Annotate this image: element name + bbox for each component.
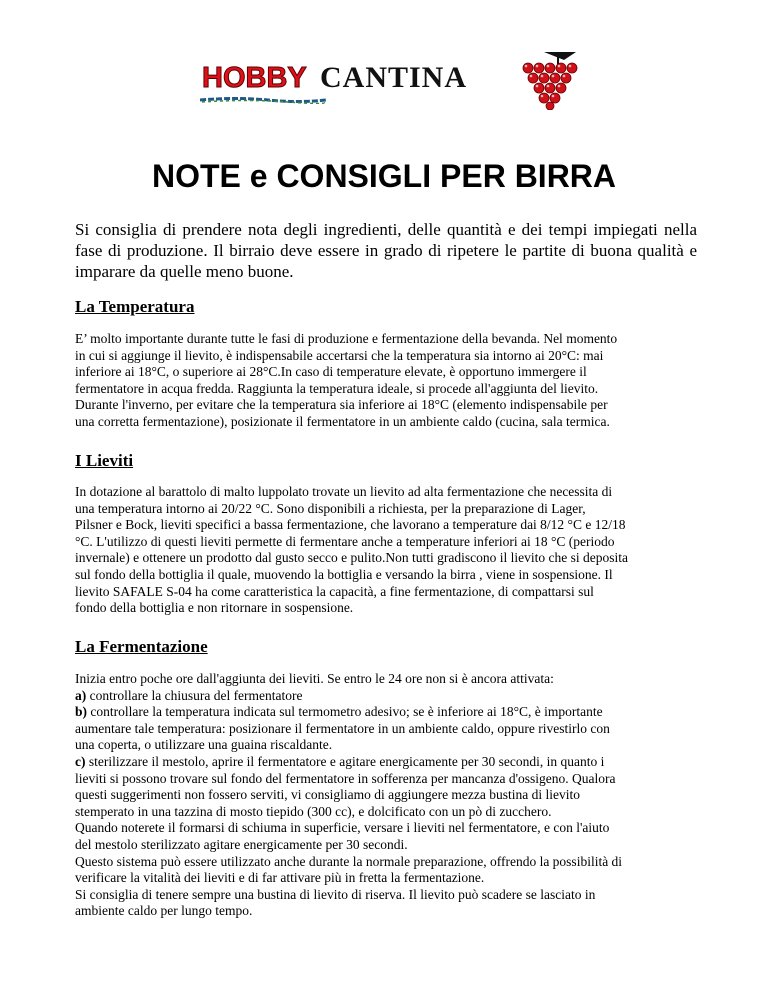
list-item-a: a) controllare la chiusura del fermentatore (75, 687, 303, 703)
text-line: lieviti si possono trovare sul fondo del fermentatore in sofferenza per mancanza d'ossigeno. Qualora (75, 770, 616, 786)
text-line: ambiente caldo per lungo tempo. (75, 903, 253, 919)
text-line: fermentatore in acqua fredda. Raggiunta la temperatura ideale, si procede all'aggiunta del lievito. (75, 380, 599, 396)
heading-fermentazione: La Fermentazione (75, 637, 208, 656)
logo-cantina-text: CANTINA (320, 61, 468, 94)
text-line: Questo sistema può essere utilizzato anche durante la normale preparazione, offrendo la possibilità di (75, 853, 623, 869)
text-line: In dotazione al barattolo di malto luppolato trovate un lievito ad alta fermentazione che necessita di (75, 484, 613, 499)
list-item-b: b) controllare la temperatura indicata sul termometro adesivo; se è inferiore ai 18°C, è importante (75, 704, 603, 720)
text-line: in cui si aggiunge il lievito, è indispensabile accertarsi che la temperatura sia intorno ai 20°C: mai (75, 347, 604, 363)
text-line: °C. L'utilizzo di questi lieviti permette di fermentare anche a temperature inferiori ai 18 °C (periodo (75, 533, 615, 549)
paragraph-lieviti (75, 484, 705, 617)
text-line: inferiore ai 18°C, o superiore ai 28°C.In caso di temperature elevate, è opportuno immergere il (75, 364, 587, 380)
text-line: Inizia entro poche ore dall'aggiunta dei lieviti. Se entro le 24 ore non si è ancora attivata: (75, 671, 554, 686)
text-line: una temperatura intorno ai 20/22 °C. Sono disponibili a richiesta, per la preparazione di Lager, (75, 500, 586, 516)
text-line: stemperato in una tazzina di mosto tiepido (300 cc), e dolcificato con un pò di zucchero. (75, 803, 552, 819)
list-marker: b) (75, 704, 88, 720)
paragraph-fermentazione (75, 671, 705, 920)
text-line: una corretta fermentazione), posizionate il fermentatore in un ambiente caldo (cucina, sala termica. (75, 413, 610, 429)
text-line: invernale) e ottenere un prodotto dal gusto secco e pulito.Non tutti gradiscono il lievito che si deposita (75, 550, 628, 566)
text-line: sul fondo della bottiglia il quale, muovendo la bottiglia e versando la birra , viene in sospensione. Il (75, 566, 613, 582)
logo (196, 50, 588, 112)
text-line: aumentare tale temperatura: posizionare il fermentatore in un ambiente caldo, oppure rivestirlo con (75, 720, 610, 736)
text-line: Durante l'inverno, per evitare che la temperatura sia inferiore ai 18°C (elemento indispensabile per (75, 397, 608, 413)
text-line: E’ molto importante durante tutte le fasi di produzione e fermentazione della bevanda. Nel momento (75, 331, 618, 346)
heading-temperatura: La Temperatura (75, 297, 195, 316)
text-line: lievito SAFALE S-04 ha come caratteristica la capacità, a fine fermentazione, di compattarsi sul (75, 583, 594, 599)
text-line: Si consiglia di tenere sempre una bustina di lievito di riserva. Il lievito può scadere se lasciato in (75, 886, 596, 902)
text-line: Quando noterete il formarsi di schiuma in superficie, versare i lieviti nel fermentatore, e con l'aiuto (75, 820, 610, 836)
logo-brush-underline (198, 96, 328, 104)
heading-lieviti: I Lieviti (75, 451, 134, 470)
logo-hobby-text: HOBBY (202, 62, 307, 94)
page-title: NOTE e CONSIGLI PER BIRRA (151, 158, 617, 194)
text-line: una coperta, o utilizzare una guaina riscaldante. (75, 737, 333, 753)
text-line: Pilsner e Bock, lieviti specifici a bassa fermentazione, che lavorano a temperature dai 8/12 °C e 12/18 (75, 517, 626, 533)
list-marker: a) (75, 687, 87, 703)
list-item-c: c) sterilizzare il mestolo, aprire il fermentatore e agitare energicamente per 30 secondi, in quanto i (75, 753, 605, 769)
grape-icon (514, 50, 584, 110)
intro-paragraph: Si consiglia di prendere nota degli ingredienti, delle quantità e dei tempi impiegati nella fase di produzione. Il birraio deve essere in grado di ripetere le partite di buona qualità e imparare da quelle meno buone. (75, 220, 697, 281)
paragraph-temperatura (75, 331, 705, 431)
text-line: verificare la vitalità dei lieviti e di far attivare più in fretta la fermentazione. (75, 870, 485, 886)
text-line: del mestolo sterilizzato agitare energicamente per 30 secondi. (75, 836, 408, 852)
text-line: questi suggerimenti non fossero serviti, vi consigliamo di aggiungere mezza bustina di lievito (75, 787, 581, 803)
list-marker: c) (75, 753, 86, 769)
text-line: fondo della bottiglia e non ritornare in sospensione. (75, 600, 354, 616)
